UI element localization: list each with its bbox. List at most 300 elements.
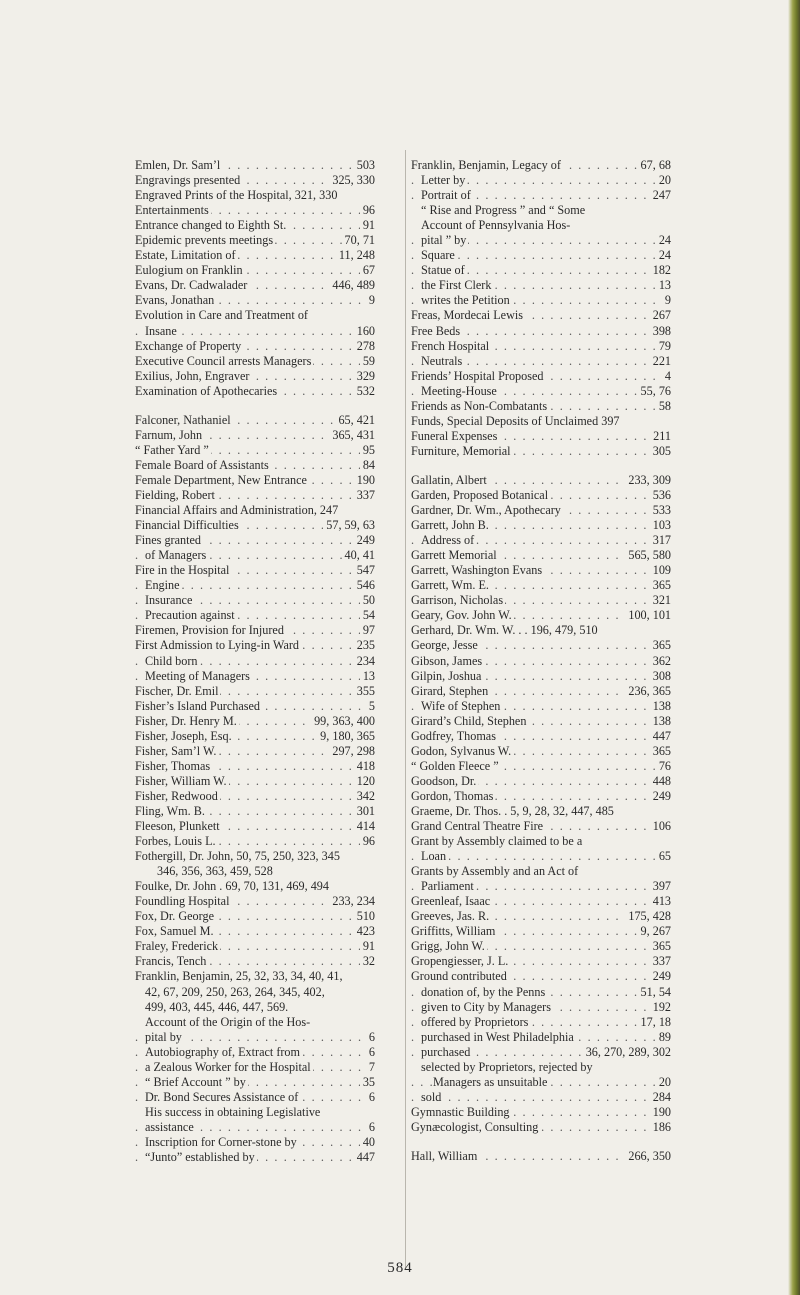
index-entry-term: Financial Affairs and Administration, 247 [135,503,339,518]
index-entry-term: Garrett, Washington Evans [411,563,543,578]
index-entry [411,1149,671,1164]
index-entry-term: Gibson, James [411,653,483,668]
index-entry-term: Freas, Mordecai Lewis [411,308,524,323]
index-entry-term: Female Board of Assistants [135,457,269,472]
index-entry-pages: 565, 580 [625,548,671,563]
index-entry-term: Grand Central Theatre Fire [411,819,544,834]
index-entry [135,759,375,774]
index-entry-pages: 305 [650,444,671,459]
index-entry-term: Account of the Origin of the Hos- [145,1014,311,1029]
index-entry-pages: 58 [656,399,671,414]
index-entry-pages: 84 [360,458,375,473]
index-entry [411,399,671,414]
index-entry [411,924,671,939]
index-entry-term: Managers as unsuitable [433,1074,548,1089]
index-entry-term: Fleeson, Plunkett [135,819,220,834]
index-entry-term: selected by Proprietors, rejected by [421,1059,593,1074]
index-entry [135,563,375,578]
index-entry-term: Fisher’s Island Purchased [135,698,261,713]
index-entry-term: Portrait of [421,188,471,203]
index-entry [135,789,375,804]
index-entry-term: 42, 67, 209, 250, 263, 264, 345, 402, [145,984,325,999]
index-entry-term: Epidemic prevents meetings [135,233,274,248]
index-entry [135,503,375,518]
index-entry-term: Greenleaf, Isaac [411,894,491,909]
index-entry-pages: 397 [650,879,671,894]
index-entry-pages: 5 [366,699,375,714]
index-entry [135,533,375,548]
index-entry-pages: 40, 41 [342,548,375,563]
index-entry-term: Engine [145,578,180,593]
index-entry-pages: 414 [354,819,375,834]
index-entry-term: Female Department, New Entrance [135,472,307,487]
index-entry-term: Neutrals [421,353,463,368]
index-entry [411,339,671,354]
index-entry-term: Entrance changed to Eighth St. [135,218,287,233]
index-entry [411,789,671,804]
index-entry [411,533,671,548]
index-entry [411,1015,671,1030]
index-entry-pages: 398 [650,324,671,339]
index-entry-pages: 89 [656,1030,671,1045]
index-entry-term: Inscription for Corner-stone by [145,1135,297,1149]
index-entry [411,248,671,263]
index-entry-pages: 249 [650,969,671,984]
index-entry-term: donation of, by the Penns [421,984,546,999]
index-entry-term: Friends’ Hospital Proposed [411,368,544,383]
index-entry [135,804,375,819]
index-entry [411,293,671,308]
index-entry [411,894,671,909]
index-entry [411,203,671,218]
index-entry [135,684,375,699]
index-entry [411,1120,671,1135]
index-entry [135,384,375,399]
index-entry [411,729,671,744]
index-entry-term: Gynæcologist, Consulting [411,1119,539,1134]
index-entry-term: Fisher, Thomas [135,758,211,773]
index-entry-pages: 267 [650,308,671,323]
index-entry [411,608,671,623]
index-entry [135,339,375,354]
index-entry [135,578,375,593]
index-entry [411,654,671,669]
index-entry-pages: 91 [360,218,375,233]
index-entry [411,804,671,819]
index-entry-pages: 233, 234 [329,894,375,909]
index-entry [411,173,671,188]
index-entry-term: Dr. Bond Secures Assistance of [145,1089,299,1104]
index-entry-term: Child born [145,653,198,668]
index-entry-pages: 355 [354,684,375,699]
index-entry [411,774,671,789]
index-entry-pages: 192 [650,1000,671,1015]
index-entry-term: First Admission to Lying-in Ward [135,638,300,653]
index-entry-pages: 6 [366,1045,375,1060]
index-entry [135,548,375,563]
index-entry-term: Furniture, Memorial [411,443,511,458]
index-entry-term: “Junto” established by [145,1150,255,1165]
index-entry-pages: 32 [360,954,375,969]
index-entry-term: Fisher, Redwood [135,788,218,803]
index-entry [411,1090,671,1105]
index-entry-pages: 76 [656,759,671,774]
index-entry-term: offered by Proprietors [421,1014,529,1029]
index-entry [135,954,375,969]
index-entry-term: Greeves, Jas. R. [411,909,490,924]
index-entry [411,188,671,203]
index-entry-term: French Hospital [411,338,490,353]
index-entry-pages: 301 [354,804,375,819]
index-entry [135,1060,375,1075]
index-entry-pages: 51, 54 [638,985,671,1000]
index-entry [135,969,375,984]
index-entry-term: given to City by Managers [421,999,551,1014]
index-entry-pages: 55, 76 [638,384,671,399]
index-entry-pages: 337 [354,488,375,503]
index-entry-term: 346, 356, 363, 459, 528 [157,864,273,879]
index-entry [135,1150,375,1165]
index-entry-term: Square [421,248,455,263]
index-entry-pages: 99, 363, 400 [311,714,375,729]
index-entry-pages: 138 [650,714,671,729]
index-entry-pages: 234 [354,654,375,669]
index-entry-pages: 24 [656,233,671,248]
index-entry-pages: 247 [650,188,671,203]
index-entry [135,1105,375,1120]
index-entry-term: Fisher, Sam’l W. [135,743,217,758]
index-entry [135,293,375,308]
index-entry [411,233,671,248]
index-entry [411,593,671,608]
index-entry-pages: 362 [650,654,671,669]
index-entry-term: Geary, Gov. John W. [411,608,512,623]
index-entry-term: assistance [145,1119,194,1134]
index-entry [135,308,375,323]
index-entry-term: Grant by Assembly claimed to be a [411,834,583,849]
index-entry [135,1000,375,1015]
index-entry-term: Gymnastic Building [411,1104,510,1119]
index-entry-pages: 546 [354,578,375,593]
index-entry-pages: 235 [354,638,375,653]
index-entry-pages: 24 [656,248,671,263]
index-entry-pages: 249 [354,533,375,548]
index-entry [135,714,375,729]
index-entry [135,744,375,759]
index-entry-pages: 190 [354,473,375,488]
index-entry-term: Fischer, Dr. Emil [135,683,219,698]
index-entry-term: Franklin, Benjamin, Legacy of [411,158,561,172]
index-entry [135,729,375,744]
index-entry-term: Gordon, Thomas [411,788,494,803]
column-divider [405,150,406,1270]
index-entry [411,308,671,323]
index-entry-term: Fisher, Dr. Henry M. [135,713,237,728]
index-entry [135,894,375,909]
index-entry [411,969,671,984]
index-entry-term: Garrett, Wm. E. [411,578,489,593]
page-number: 584 [387,1260,413,1276]
index-entry-term: Evans, Dr. Cadwalader [135,278,248,293]
index-entry [411,985,671,1000]
index-entry [135,218,375,233]
index-entry-pages: 337 [650,954,671,969]
index-entry-term: Goodson, Dr. [411,773,477,788]
index-entry-term: Account of Pennsylvania Hos- [421,218,571,233]
index-entry-term: Fling, Wm. B. [135,803,205,818]
index-entry-pages: 321 [650,593,671,608]
index-entry-pages: 96 [360,834,375,849]
index-entry-pages: 4 [662,369,671,384]
index-entry [411,759,671,774]
index-entry-term: Statue of [421,263,465,278]
index-entry-pages: 365 [650,939,671,954]
index-entry-term: Gerhard, Dr. Wm. W. . . 196, 479, 510 [411,623,598,638]
index-entry-pages: 413 [650,894,671,909]
index-entry [135,278,375,293]
index-entry [411,354,671,369]
index-entry-pages: 6 [366,1120,375,1135]
index-entry-pages: 50 [360,593,375,608]
index-entry-term: Examination of Apothecaries [135,383,278,398]
index-entry-term: pital by [145,1029,182,1044]
index-entry [411,384,671,399]
index-entry-pages: 284 [650,1090,671,1105]
index-entry-pages: 97 [360,623,375,638]
index-entry-pages: 9 [366,293,375,308]
index-entry-term: Free Beds [411,323,461,338]
index-entry [411,429,671,444]
index-entry [135,819,375,834]
index-entry [135,1030,375,1045]
index-entry-pages: 532 [354,384,375,399]
index-entry-pages: 317 [650,533,671,548]
index-entry-term: Engravings presented [135,173,241,188]
index-entry [135,849,375,864]
index-entry-term: Fire in the Hospital [135,563,230,578]
index-entry-pages: 365 [650,638,671,653]
index-entry [135,924,375,939]
index-entry [135,1075,375,1090]
index-entry-term: Firemen, Provision for Injured [135,623,284,638]
index-entry-term: Garrett Memorial [411,548,497,563]
index-entry-pages: 175, 428 [625,909,671,924]
index-entry [135,413,375,428]
index-entry-pages: 100, 101 [625,608,671,623]
index-entry-pages: 447 [354,1150,375,1165]
index-entry-pages: 236, 365 [625,684,671,699]
index-entry [135,1045,375,1060]
index-entry-term: Ground contributed [411,969,507,984]
index-entry [411,744,671,759]
index-entry-term: Executive Council arrests Managers [135,353,312,368]
index-entry-pages: 11, 248 [336,248,375,263]
index-entry-term: Fielding, Robert [135,487,215,502]
index-entry [411,864,671,879]
index-entry-pages: 59 [360,354,375,369]
index-entry [411,638,671,653]
index-entry-term: Fox, Dr. George [135,909,214,924]
index-entry-term: Garden, Proposed Botanical [411,487,549,502]
index-entry-term: Entertainments [135,203,209,218]
index-entry [135,774,375,789]
index-entry-term: the First Clerk [421,278,492,293]
index-entry [411,623,671,638]
index-entry-term: Parliament [421,879,474,894]
index-entry-pages: 423 [354,924,375,939]
index-entry-pages: 79 [656,339,671,354]
index-column-right [411,158,671,1164]
index-entry [135,638,375,653]
index-entry [411,563,671,578]
index-entry-term: His success in obtaining Legislative [145,1104,321,1119]
index-entry-pages: 547 [354,563,375,578]
index-entry-term: Address of [421,533,475,548]
index-entry-pages: 96 [360,203,375,218]
index-entry-pages: 278 [354,339,375,354]
index-entry [411,503,671,518]
index-entry-term: “ Father Yard ” [135,442,209,457]
index-entry [135,428,375,443]
index-entry [411,879,671,894]
index-entry-pages: 103 [650,518,671,533]
index-entry [135,188,375,203]
index-entry-pages: 13 [360,669,375,684]
index-entry-term: Evans, Jonathan [135,293,215,308]
index-entry-pages: 325, 330 [329,173,375,188]
index-entry-pages: 13 [656,278,671,293]
index-entry-term: Insane [145,323,177,338]
index-entry [135,909,375,924]
index-entry-pages: 510 [354,909,375,924]
index-entry-term: sold [421,1089,442,1104]
index-entry-term: Garrison, Nicholas [411,593,504,608]
index-entry-term: Gallatin, Albert [411,472,487,487]
index-entry-term: George, Jesse [411,638,478,653]
index-entry [135,173,375,188]
index-entry-term: Gropengiesser, J. L. [411,954,509,969]
index-entry-pages: 120 [354,774,375,789]
index-entry [411,473,671,488]
index-entry-pages: 9, 180, 365 [317,729,375,744]
index-entry-term: Exchange of Property [135,338,242,353]
index-entry-term: Funds, Special Deposits of Unclaimed 397 [411,413,620,428]
index-entry [135,623,375,638]
index-entry-pages: 536 [650,488,671,503]
index-entry-pages: 533 [650,503,671,518]
index-entry [411,414,671,429]
index-entry-term: Autobiography of, Extract from [145,1044,301,1059]
index-entry-term: Financial Difficulties [135,518,239,533]
index-entry-pages: 95 [360,443,375,458]
index-entry-term: Graeme, Dr. Thos. . 5, 9, 28, 32, 447, 485 [411,803,614,818]
index-entry-pages: 211 [650,429,671,444]
index-entry-term: Letter by [421,173,466,188]
index-entry [135,473,375,488]
index-entry [411,1045,671,1060]
index-entry [135,458,375,473]
index-entry [411,819,671,834]
index-entry-pages: 503 [354,158,375,173]
index-entry-pages: 342 [354,789,375,804]
index-entry-pages: 308 [650,669,671,684]
index-entry-pages: 448 [650,774,671,789]
index-entry-term: Precaution against [145,608,235,623]
index-entry [411,263,671,278]
index-entry-pages: 67 [360,263,375,278]
index-entry-pages: 65 [656,849,671,864]
index-entry [135,1090,375,1105]
index-entry [411,954,671,969]
index-entry [411,278,671,293]
index-entry-term: Fox, Samuel M. [135,924,214,939]
index-entry-term: Franklin, Benjamin, 25, 32, 33, 34, 40, 41, [135,969,343,984]
index-entry [411,939,671,954]
index-entry-term: Godon, Sylvanus W. [411,743,512,758]
index-entry-term: Fraley, Frederick [135,939,219,954]
index-entry-pages: 91 [360,939,375,954]
index-entry [135,518,375,533]
index-entry-pages: 365 [650,744,671,759]
index-entry [135,593,375,608]
index-entry-term: Fothergill, Dr. John, 50, 75, 250, 323, 345 [135,849,340,864]
index-entry-term: Grants by Assembly and an Act of [411,864,579,879]
index-entry [135,324,375,339]
index-entry [411,578,671,593]
index-entry [135,864,375,879]
index-entry-pages: 57, 59, 63 [323,518,375,533]
index-entry-pages: 36, 270, 289, 302 [583,1045,671,1060]
index-entry-term: Griffitts, William [411,924,496,939]
index-entry-pages: 17, 18 [638,1015,671,1030]
index-entry-pages: 20 [656,1075,671,1090]
index-entry-pages: 329 [354,369,375,384]
index-entry-term: Gilpin, Joshua [411,668,482,683]
index-entry [135,369,375,384]
index-entry [135,834,375,849]
index-entry-pages: 9, 267 [638,924,671,939]
index-entry-pages: 138 [650,699,671,714]
index-entry-pages: 106 [650,819,671,834]
index-entry-pages: 9 [662,293,671,308]
index-entry-pages: 186 [650,1120,671,1135]
index-entry-term: Garrett, John B. [411,518,489,533]
index-entry [411,158,671,173]
index-entry-term: Francis, Tench [135,954,207,969]
index-entry [135,654,375,669]
index-entry-pages: 447 [650,729,671,744]
index-entry [411,669,671,684]
index-entry [411,369,671,384]
index-entry [411,218,671,233]
index-entry-term: pital ” by [421,233,467,248]
index-entry [135,158,375,173]
index-entry-pages: 418 [354,759,375,774]
index-entry [135,939,375,954]
index-entry-pages: 160 [354,324,375,339]
index-entry-term: Evolution in Care and Treatment of [135,308,308,323]
index-entry-pages: 6 [366,1090,375,1105]
index-entry [411,849,671,864]
index-entry-pages: 446, 489 [329,278,375,293]
index-entry [135,488,375,503]
index-entry-term: Grigg, John W. [411,939,485,954]
index-entry-term: Fisher, Joseph, Esq. [135,728,232,743]
index-entry-pages: 7 [366,1060,375,1075]
index-entry [411,1030,671,1045]
index-entry-term: of Managers [145,548,207,563]
index-entry-pages: 190 [650,1105,671,1120]
